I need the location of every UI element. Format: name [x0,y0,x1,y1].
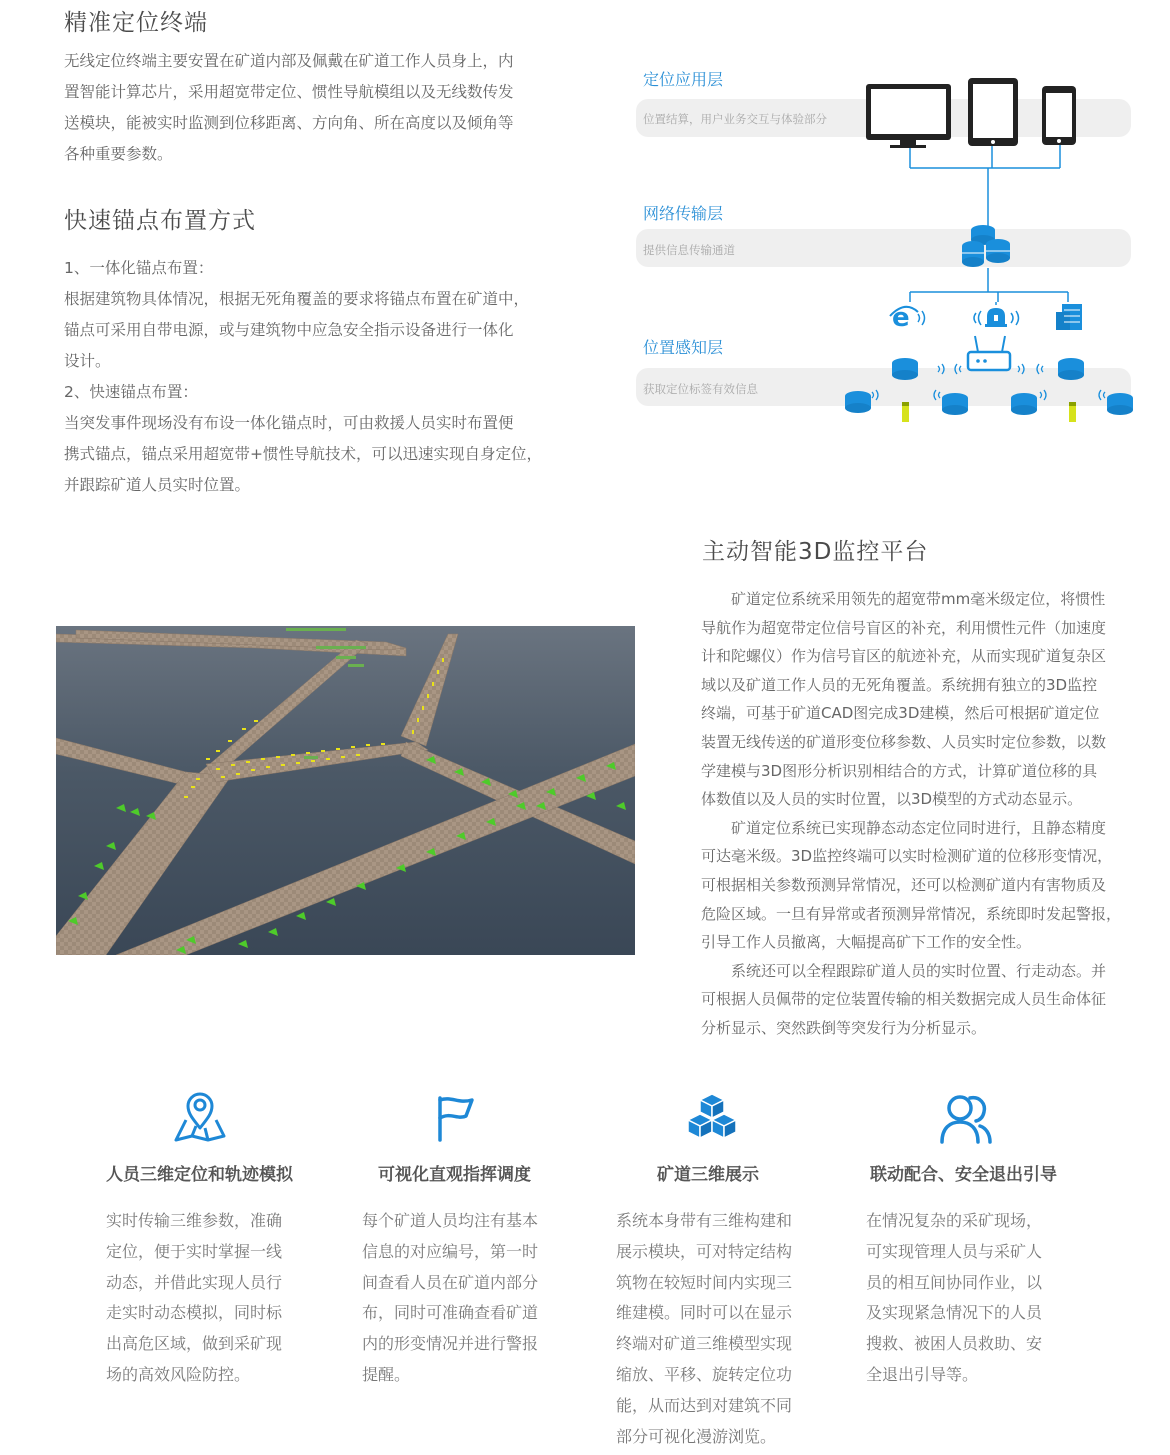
text-line: 展示模块，可对特定结构 [616,1241,793,1261]
feature-text-evacuation [866,1206,1042,1391]
text-line: 矿道定位系统采用领先的超宽带mm毫米级定位，将惯性 [701,590,1106,608]
text-line: 缩放、平移、旋转定位功 [616,1364,793,1384]
text-line: 2、快速锚点布置： [64,383,198,401]
text-line: 每个矿道人员均注有基本 [362,1211,539,1230]
tablet-icon [968,78,1018,146]
feature-title-command-dispatch: 可视化直观指挥调度 [378,1165,531,1185]
svg-text:e: e [892,303,910,333]
section-title-precise-terminal: 精准定位终端 [64,10,208,36]
text-line: 可实现管理人员与采矿人 [866,1241,1043,1261]
feature-text-3d-display [616,1206,792,1452]
text-line: 部分可视化漫游浏览。 [616,1426,777,1446]
text-line: 可达毫米级。3D监控终端可以实时检测矿道的位移形变情况， [701,847,1113,866]
text-line: 域以及矿道工作人员的无死角覆盖。系统拥有独立的3D监控 [701,675,1098,694]
text-line: 实时传输三维参数，准确 [106,1211,283,1230]
text-line: 可根据相关参数预测异常情况，还可以检测矿道内有害物质及 [701,875,1107,894]
section-text-3d-platform [701,585,1141,1043]
feature-title-3d-display: 矿道三维展示 [657,1165,759,1185]
users-icon [938,1090,994,1146]
layer-label-application: 定位应用层 [643,70,724,89]
text-line: 各种重要参数。 [64,145,173,163]
text-line: 终端对矿道三维模型实现 [616,1334,793,1354]
text-line: 在情况复杂的采矿现场， [866,1211,1043,1230]
text-line: 出高危区域，做到采矿现 [106,1334,283,1354]
text-line: 危险区域。一旦有异常或者预测异常情况，系统即时发起警报， [701,904,1122,923]
text-line: 提醒。 [362,1364,411,1384]
text-line: 可根据人员佩带的定位装置传输的相关数据完成人员生命体征 [701,990,1107,1009]
text-line: 及实现紧急情况下的人员 [866,1303,1043,1323]
mine-tunnel-render [56,626,635,955]
layer-desc-perception: 获取定位标签有效信息 [643,382,758,396]
text-line: 终端，可基于矿道CAD图完成3D建模，然后可根据矿道定位 [701,704,1100,723]
text-line: 维建模。同时可以在显示 [616,1303,793,1323]
feature-title-evacuation: 联动配合、安全退出引导 [870,1165,1057,1185]
tag-icons [902,402,1076,422]
text-line: 全退出引导等。 [866,1364,979,1384]
alarm-icon [974,302,1019,327]
text-line: 引导工作人员撤离，大幅提高矿下工作的安全性。 [701,933,1032,952]
text-line: 间查看人员在矿道内部分 [362,1272,539,1292]
text-line: 并跟踪矿道人员实时位置。 [64,476,251,494]
text-line: 系统本身带有三维构建和 [616,1211,793,1230]
text-line: 搜救、被困人员救助、安 [866,1334,1043,1354]
feature-title-3d-positioning: 人员三维定位和轨迹模拟 [106,1165,293,1185]
section-title-3d-platform: 主动智能3D监控平台 [702,539,929,565]
feature-text-command-dispatch [362,1206,538,1391]
monitor-icon [866,84,951,148]
text-line: 设计。 [64,352,111,370]
cubes-icon [684,1090,740,1146]
server-icon [1056,304,1082,330]
text-line: 矿道定位系统已实现静态动态定位同时进行，且静态精度 [701,818,1107,837]
text-line: 分析显示、突然跌倒等突发行为分析显示。 [701,1018,987,1037]
text-line: 能，从而达到对建筑不同 [616,1395,793,1415]
text-line: 员的相互间协同作业，以 [866,1272,1043,1292]
text-line: 内的形变情况并进行警报 [362,1334,539,1354]
section-title-anchor-layout: 快速锚点布置方式 [64,208,256,234]
layer-label-network: 网络传输层 [643,204,724,223]
router-icon [968,336,1010,370]
text-line: 根据建筑物具体情况，根据无死角覆盖的要求将锚点布置在矿道中， [64,290,530,308]
layer-desc-application: 位置结算，用户业务交互与体验部分 [643,112,827,126]
text-line: 装置无线传送的矿道形变位移参数、人员实时定位参数，以数 [701,732,1107,751]
text-line: 体数值以及人员的实时位置，以3D模型的方式动态显示。 [701,790,1083,809]
text-line: 导航作为超宽带定位信号盲区的补充，利用惯性元件（加速度 [701,618,1107,637]
text-line: 计和陀螺仪）作为信号盲区的航迹补充，从而实现矿道复杂区 [701,647,1107,666]
feature-text-3d-positioning [106,1206,282,1391]
flag-icon [428,1090,484,1146]
text-line: 定位，便于实时掌握一线 [106,1241,283,1261]
browser-e-icon [890,303,925,333]
text-line: 携式锚点，锚点采用超宽带+惯性导航技术，可以迅速实现自身定位， [64,445,542,463]
text-line: 置智能计算芯片，采用超宽带定位、惯性导航模组以及无线数传发 [64,83,514,101]
text-line: 当突发事件现场没有布设一体化锚点时，可由救援人员实时布置便 [64,414,514,432]
text-line: 动态，并借此实现人员行 [106,1272,283,1292]
text-line: 筑物在较短时间内实现三 [616,1272,793,1292]
diagram-connectors [910,145,1068,302]
text-line: 场的高效风险防控。 [106,1364,251,1384]
text-line: 学建模与3D图形分析识别相结合的方式，计算矿道位移的具 [701,761,1098,780]
text-line: 送模块，能被实时监测到位移距离、方向角、所在高度以及倾角等 [64,114,514,132]
diagram-graphics [0,0,1170,440]
layer-desc-network: 提供信息传输通道 [643,243,735,257]
text-line: 无线定位终端主要安置在矿道内部及佩戴在矿道工作人员身上，内 [64,52,514,70]
layer-label-perception: 位置感知层 [643,338,724,357]
text-line: 走实时动态模拟，同时标 [106,1303,283,1323]
text-line: 1、一体化锚点布置： [64,259,214,277]
mine-3d-model-view[interactable] [56,626,635,955]
phone-icon [1042,86,1076,145]
text-line: 信息的对应编号，第一时 [362,1241,539,1261]
text-line: 布，同时可准确查看矿道 [362,1303,539,1323]
text-line: 锚点可采用自带电源，或与建筑物中应急安全指示设备进行一体化 [64,321,514,339]
location-map-icon [172,1088,228,1144]
text-line: 系统还可以全程跟踪矿道人员的实时位置、行走动态。并 [701,961,1107,980]
database-stack-icon [962,225,1010,267]
